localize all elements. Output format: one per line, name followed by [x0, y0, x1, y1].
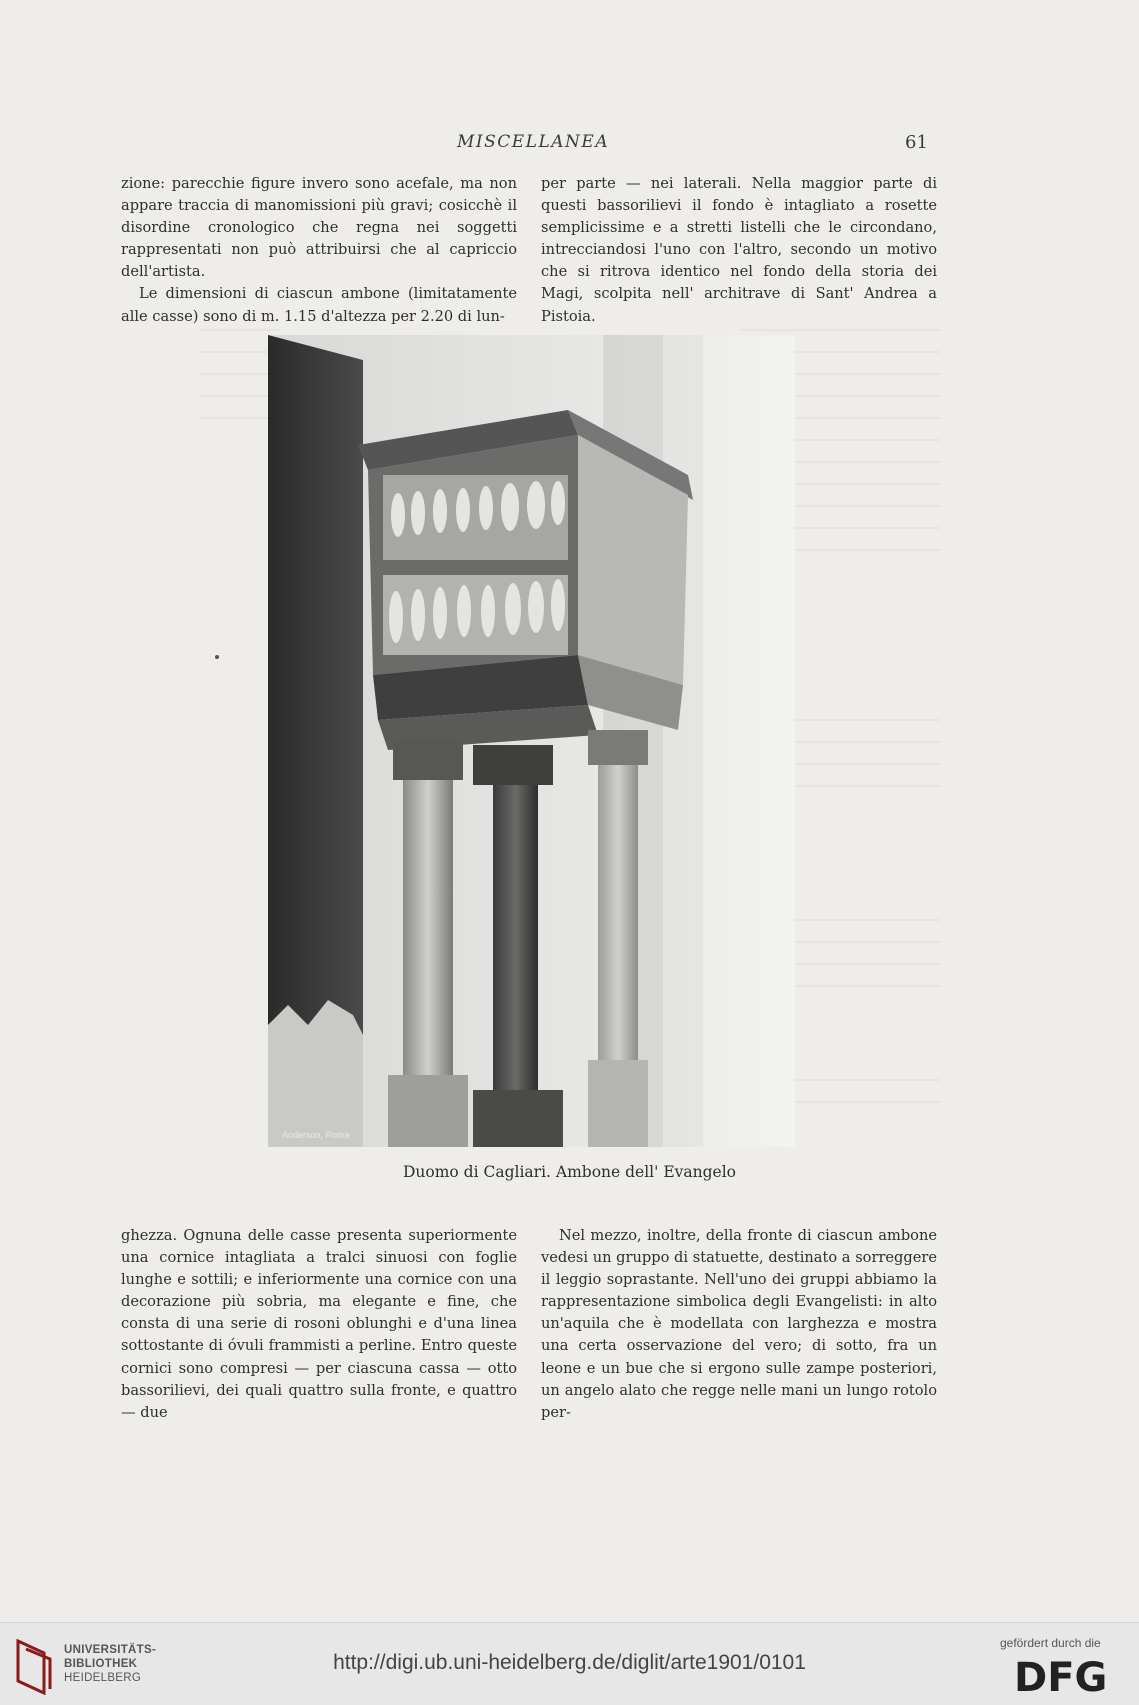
paragraph: Nel mezzo, inoltre, della fronte di ciascun ambone vedesi un gruppo di statuette, destinato a sorreggere il leggio soprastante. Nell'uno dei gruppi abbiamo la rappresentazione simbolica degli Evangelisti: in alto un'aquila che è modellata con larghezza e mostra una certa osservazione del vero; di sotto, fra un leone e un bue che si ergono sulle zampe posteriori, un angelo alato che regge nelle mani un lungo rotolo per-: [541, 1227, 937, 1421]
dfg-logo-text: DFG: [1014, 1655, 1108, 1697]
photo-credit: Anderson, Roma: [282, 1130, 350, 1140]
photograph-ambone: [268, 335, 795, 1147]
text-column-top-left: [121, 173, 517, 328]
dfg-logo-icon: [1014, 1653, 1124, 1697]
paragraph: Le dimensioni di ciascun ambone (limitatamente alle casse) sono di m. 1.15 d'altezza per 2.20 di lun-: [121, 285, 517, 325]
permalink-url[interactable]: http://digi.ub.uni-heidelberg.de/diglit/arte1901/0101: [333, 1651, 806, 1674]
ambone-illustration: [268, 335, 795, 1147]
library-name-line: UNIVERSITÄTS-: [64, 1644, 157, 1656]
paragraph: ghezza. Ognuna delle casse presenta superiormente una cornice intagliata a tralci sinuosi con foglie lunghe e sottili; e inferiormente una cornice con una decorazione più sobria, ma elegante e fine, che consta di una serie di rosoni oblunghi e d'una linea sottostante di óvuli frammisti a perline. Entro queste cornici sono compresi — per ciascuna cassa — otto bassorilievi, dei quali quattro sulla fronte, e quattro — due: [121, 1227, 517, 1421]
funding-label: gefördert durch die: [1000, 1636, 1101, 1650]
page-number: 61: [905, 132, 928, 153]
text-column-top-right: [541, 173, 937, 328]
ink-speck: [215, 655, 219, 659]
running-head: [0, 132, 1139, 156]
paragraph: per parte — nei laterali. Nella maggior parte di questi bassorilievi il fondo è intagliato a rosette semplicissime e a stretti listelli che le circondano, intrecciandosi l'uno con l'altro, secondo un motivo che si ritrova identico nel fondo della storia dei Magi, scolpita nell' architrave di Sant' Andrea a Pistoia.: [541, 175, 937, 325]
text-column-bottom-right: [541, 1225, 937, 1424]
paragraph: zione: parecchie figure invero sono acefale, ma non appare traccia di manomissioni più gravi; cosicchè il disordine cronologico che regna nei soggetti rappresentati non può attribuirsi che al capriccio dell'artista.: [121, 175, 517, 281]
running-head-title: MISCELLANEA: [457, 132, 610, 152]
library-name-line: HEIDELBERG: [64, 1672, 142, 1684]
library-name-line: BIBLIOTHEK: [64, 1658, 138, 1670]
figure-caption: Duomo di Cagliari. Ambone dell' Evangelo: [402, 1163, 736, 1181]
digitization-footer: [0, 1622, 1139, 1705]
text-column-bottom-left: [121, 1225, 517, 1424]
